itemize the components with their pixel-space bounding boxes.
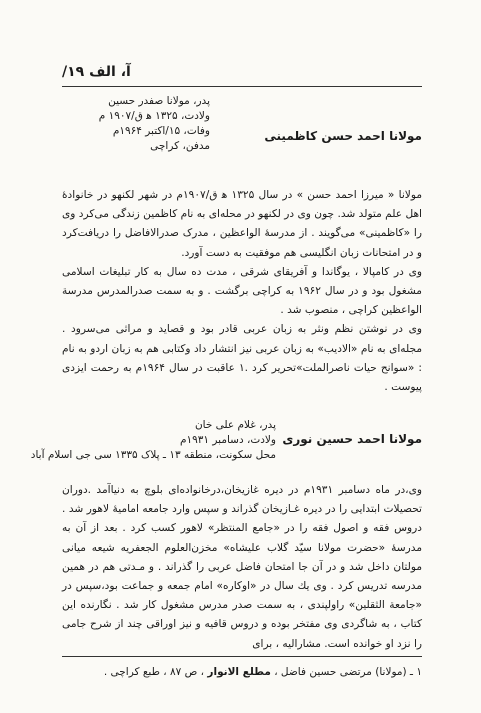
entry1-paragraph: وی در نوشتن نظم ونثر به زبان عربی قادر بود و قصاید و مراثی می‌سرود . مجله‌ای به نام «الادیب» به زبان عربی نیز انتشار داد وکتابی هم به زبان اردو به نام : «سوانح حیات ناصرالملت»تحریر کرد .۱ عاقبت در سال ۱۹۶۴م به رحمت ایزدی پیوست .: [62, 323, 422, 394]
entry1-paragraph: مولانا « میرزا احمد حسن » در سال ۱۳۲۵ ه‍ ق/۱۹۰۷م در شهر لکنهو در خانوادهٔ اهل علم متولد شد. چون وی در لکنهو در محله‌ای به نام کاظمین زندگی می‌کرد وی را «کاظمینی» می‌گویند . از مدرسهٔ الواعظین ، مدرک صدرالافاضل را دریافت‌کرد و در امتحانات زبان انگلیسی هم موفقیت به دست آورد.: [62, 189, 422, 259]
entry2-birth: ولادت، دسامبر ۱۹۳۱م: [179, 434, 276, 446]
entry1-body: [62, 186, 422, 397]
entry2-info-block: [30, 418, 276, 463]
entry1-death: وفات، ۱۵/اکتبر ۱۹۶۴م: [112, 125, 210, 137]
entry2-paragraph: وی،در ماه دسامبر ۱۹۳۱م در دیره غازیخان،درخانواده‌ای بلوچ به دنیاآمد .دوران تحصیلات ابتدایی را در دیره غـازیخان گذراند و سپس وارد جامعه امامیهٔ لاهور شد . دروس فقه و اصول فقه را در «جامع المنتظر» لاهور کسب کرد . بعد از آن به مدرسهٔ «حضرت مولانا سیّد گلاب علیشاه» مخزن‌العلوم الجعفریه شیعه میانی مولتان داخل شد و در آن جا امتحان فاضل عربی را گذراند . و مـدتی هم در همین مدرسه تدریس کرد . وی یك سال در «اوکاره» امام جمعه و جماعت بود،سپس در «جامعة الثقلین» راولپندی ، به سمت صدر مدرس مشغول کار شد . نگارنده این کتاب ، به شاگردی وی مفتخر بوده و دروس قافیه و نیز اوراقی چند از شرح جامی را نزد او خوانده است. مشارالیه ، برای: [62, 484, 422, 650]
entry1-info-block: [66, 94, 210, 154]
header-rule: [62, 86, 422, 87]
footnote-suffix: ، ص ۸۷ ، طبع کراچی .: [103, 666, 205, 678]
entry2-father: پدر، غلام علی خان: [194, 419, 276, 431]
footnote-title: مطلع الانوار: [207, 666, 271, 678]
entry1-father: پدر، مولانا صفدر حسین: [108, 95, 210, 107]
entry1-burial: مدفن، کراچی: [150, 140, 210, 152]
entry1-name: مولانا احمد حسن کاظمینی: [264, 129, 422, 143]
entry1-birth: ولادت، ۱۳۲۵ ه‍ ق/۱۹۰۷ م: [98, 110, 210, 122]
page-reference: آ، الف ۱۹/: [62, 64, 131, 80]
entry2-name: مولانا احمد حسین نوری: [282, 432, 422, 446]
footnote-rule: [62, 656, 422, 657]
entry2-body: [62, 481, 422, 654]
entry2-residence: محل سکونت، منطقه ۱۳ ـ پلاک ۱۳۳۵ سی جی اسلام آباد: [30, 449, 276, 461]
footnote: [62, 664, 422, 680]
footnote-prefix: ۱ ـ (مولانا) مرتضی حسین فاضل ،: [274, 666, 422, 678]
entry1-paragraph: وی در کامپالا ، یوگاندا و آفریقای شرقی ، مدت ده سال به کار تبلیغات اسلامی مشغول بود و در سال ۱۹۶۲ به کراچی برگشت . و به سمت صدرالمدرس مدرسة الواعظین کراچی ، منصوب شد .: [62, 265, 422, 317]
